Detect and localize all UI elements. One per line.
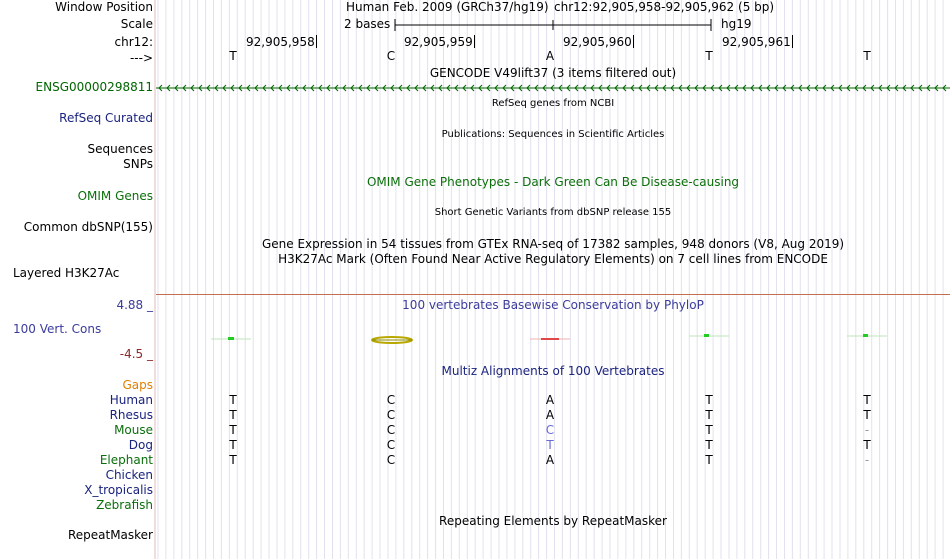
alignment-base-rhesus: T (863, 408, 871, 422)
scale-bases-text: 2 bases (344, 17, 391, 31)
publications-track-title: Publications: Sequences in Scientific Articles (441, 129, 665, 140)
alignment-base-human: C (386, 393, 396, 407)
gencode-track-title: GENCODE V49lift37 (3 items filtered out) (429, 66, 677, 80)
window-position-label: Window Position (55, 0, 153, 14)
ruler-tick-label: 92,905,960 (563, 35, 632, 49)
track-data-area (156, 0, 950, 559)
conservation-min-label: -4.5 _ (119, 347, 153, 361)
phylop-mark-5 (863, 334, 868, 337)
refseq-curated-label[interactable]: RefSeq Curated (59, 111, 153, 125)
omim-genes-label[interactable]: OMIM Genes (77, 189, 153, 203)
reference-base: T (229, 49, 237, 63)
sequences-label: Sequences (87, 142, 153, 156)
ruler-tick-mark (633, 35, 634, 48)
species-xtropicalis-label[interactable]: X_tropicalis (84, 483, 153, 497)
species-mouse-label[interactable]: Mouse (114, 423, 153, 437)
phylop-mark-3 (541, 338, 559, 340)
scale-bar (394, 17, 714, 33)
refseq-track-title: RefSeq genes from NCBI (491, 98, 615, 109)
alignment-base-human: T (705, 393, 713, 407)
alignment-base-rhesus: A (545, 408, 555, 422)
reference-base: A (545, 49, 555, 63)
alignment-base-dog: T (863, 438, 871, 452)
alignment-base-mouse: T (229, 423, 237, 437)
phylop-track-title: 100 vertebrates Basewise Conservation by PhyloP (402, 298, 704, 312)
assembly-title: Human Feb. 2009 (GRCh37/hg19) (346, 0, 549, 14)
snps-label: SNPs (123, 157, 153, 171)
alignment-base-elephant: A (545, 453, 555, 467)
species-elephant-label[interactable]: Elephant (99, 453, 153, 467)
scale-assembly-text: hg19 (721, 17, 752, 31)
ruler-tick-mark (474, 35, 475, 48)
phylop-mark-1 (228, 337, 234, 340)
alignment-base-human: T (229, 393, 237, 407)
alignment-base-human: T (863, 393, 871, 407)
alignment-base-dog: C (386, 438, 396, 452)
repeatmasker-label: RepeatMasker (67, 528, 153, 542)
gencode-gene-label[interactable]: ENSG00000298811 (35, 80, 153, 94)
track-label-column (0, 0, 155, 559)
alignment-base-mouse: - (864, 423, 870, 437)
alignment-base-human: A (545, 393, 555, 407)
ruler-tick-mark (316, 35, 317, 48)
species-dog-label[interactable]: Dog (128, 438, 153, 452)
gencode-gene-feature[interactable] (156, 82, 950, 94)
scale-label: Scale (120, 17, 153, 31)
h3k27ac-baseline (156, 294, 950, 295)
species-rhesus-label[interactable]: Rhesus (109, 408, 153, 422)
ruler-tick-label: 92,905,961 (722, 35, 791, 49)
species-human-label[interactable]: Human (109, 393, 153, 407)
alignment-base-dog: T (546, 438, 554, 452)
alignment-base-elephant: T (229, 453, 237, 467)
alignment-base-dog: T (705, 438, 713, 452)
reference-base: T (863, 49, 871, 63)
multiz-track-title: Multiz Alignments of 100 Vertebrates (441, 364, 665, 378)
alignment-base-rhesus: T (229, 408, 237, 422)
species-zebrafish-label[interactable]: Zebrafish (96, 498, 153, 512)
gtex-track-title: Gene Expression in 54 tissues from GTEx RNA-seq of 17382 samples, 948 donors (V8, Aug 2019) (261, 237, 845, 251)
dbsnp-track-title: Short Genetic Variants from dbSNP release 155 (434, 207, 672, 218)
alignment-base-elephant: T (705, 453, 713, 467)
reference-base: C (386, 49, 396, 63)
ruler-tick-mark (792, 35, 793, 48)
alignment-base-mouse: T (705, 423, 713, 437)
alignment-base-elephant: C (386, 453, 396, 467)
ruler-tick-label: 92,905,959 (404, 35, 473, 49)
chromosome-label: chr12: (114, 35, 153, 49)
h3k27ac-track-title: H3K27Ac Mark (Often Found Near Active Regulatory Elements) on 7 cell lines from ENCODE (278, 252, 828, 266)
species-chicken-label[interactable]: Chicken (105, 468, 153, 482)
vert-cons-label: 100 Vert. Cons (13, 322, 102, 336)
strand-arrow-label: ---> (129, 51, 153, 65)
omim-track-title: OMIM Gene Phenotypes - Dark Green Can Be Disease-causing (366, 175, 740, 189)
conservation-max-label: 4.88 _ (116, 298, 153, 312)
ruler-tick-label: 92,905,958 (246, 35, 315, 49)
alignment-base-mouse: C (545, 423, 555, 437)
alignment-base-rhesus: T (705, 408, 713, 422)
position-title: chr12:92,905,958-92,905,962 (5 bp) (554, 0, 775, 14)
alignment-base-rhesus: C (386, 408, 396, 422)
common-dbsnp-label: Common dbSNP(155) (23, 220, 153, 234)
alignment-base-dog: T (229, 438, 237, 452)
reference-base: T (705, 49, 713, 63)
repeatmasker-track-title: Repeating Elements by RepeatMasker (439, 514, 667, 528)
layered-h3k27ac-label: Layered H3K27Ac (13, 266, 120, 280)
alignment-base-mouse: C (386, 423, 396, 437)
phylop-signal (156, 330, 950, 350)
alignment-base-elephant: - (864, 453, 870, 467)
gaps-label: Gaps (122, 378, 153, 392)
phylop-mark-4 (704, 334, 709, 337)
